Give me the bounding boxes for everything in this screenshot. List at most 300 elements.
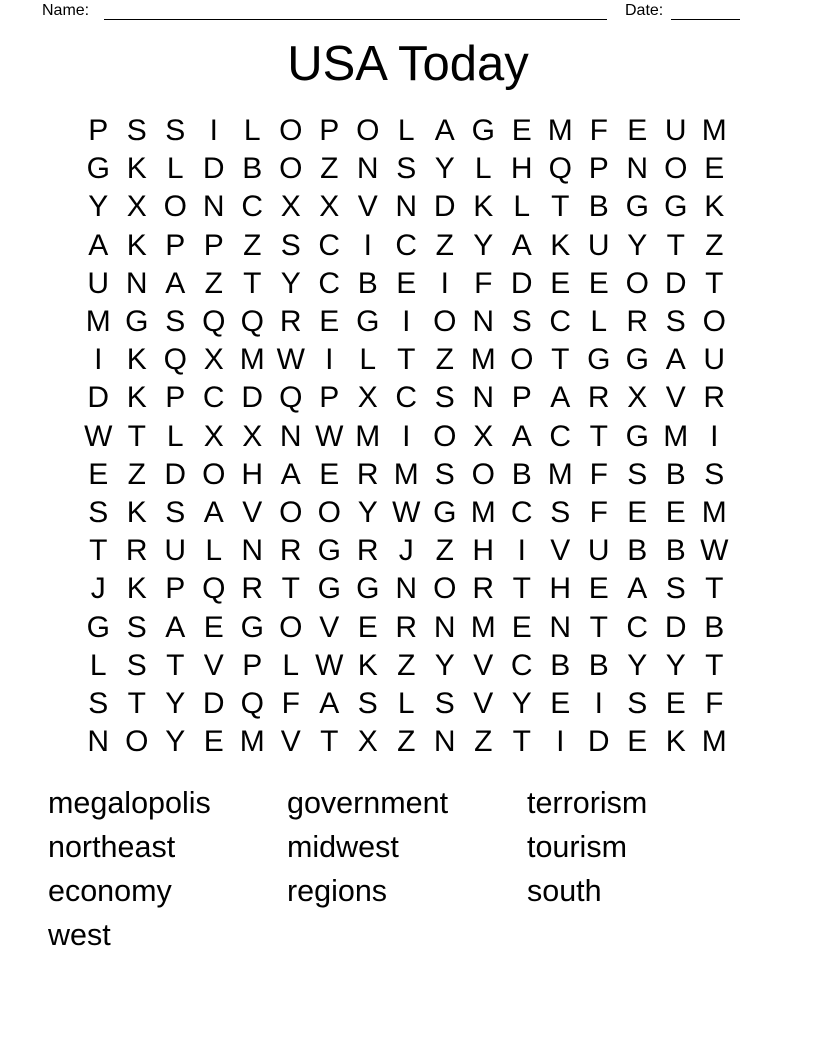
- grid-letter: B: [665, 534, 686, 568]
- grid-letter: L: [166, 419, 184, 453]
- grid-letter: Y: [165, 686, 186, 720]
- grid-letter: S: [396, 152, 417, 186]
- grid-letter: X: [319, 190, 340, 224]
- grid-letter: O: [279, 114, 303, 148]
- grid-letter: L: [89, 648, 107, 682]
- grid-letter: A: [165, 610, 186, 644]
- grid-letter: M: [547, 457, 573, 491]
- grid-letter: Z: [204, 266, 223, 300]
- grid-letter: G: [86, 152, 110, 186]
- grid-letter: E: [203, 610, 224, 644]
- grid-letter: N: [472, 381, 495, 415]
- grid-letter: N: [433, 725, 456, 759]
- grid-letter: S: [550, 495, 571, 529]
- grid-letter: E: [588, 572, 609, 606]
- grid-letter: A: [165, 266, 186, 300]
- grid-letter: C: [318, 228, 341, 262]
- grid-letter: Z: [127, 457, 146, 491]
- grid-letter: Q: [240, 686, 264, 720]
- grid-letter: M: [239, 725, 265, 759]
- grid-letter: F: [589, 457, 608, 491]
- grid-letter: K: [126, 152, 147, 186]
- grid-letter: R: [472, 572, 495, 606]
- grid-letter: B: [550, 648, 571, 682]
- grid-letter: N: [356, 152, 379, 186]
- grid-letter: C: [395, 381, 418, 415]
- grid-letter: E: [396, 266, 417, 300]
- grid-letter: T: [512, 572, 531, 606]
- grid-letter: S: [280, 228, 301, 262]
- grid-letter: G: [240, 610, 264, 644]
- grid-letter: Q: [163, 343, 187, 377]
- grid-letter: N: [395, 572, 418, 606]
- grid-letter: C: [395, 228, 418, 262]
- word-list-item: government: [287, 786, 449, 820]
- name-blank-line: [104, 2, 607, 20]
- grid-letter: L: [359, 343, 377, 377]
- grid-letter: B: [627, 534, 648, 568]
- grid-letter: V: [473, 686, 494, 720]
- name-label: Name:: [42, 2, 90, 19]
- grid-letter: M: [701, 725, 727, 759]
- grid-letter: N: [241, 534, 264, 568]
- grid-letter: P: [319, 114, 340, 148]
- grid-letter: J: [90, 572, 106, 606]
- grid-letter: T: [705, 648, 724, 682]
- grid-letter: I: [363, 228, 372, 262]
- grid-letter: B: [588, 648, 609, 682]
- grid-letter: R: [279, 305, 302, 339]
- grid-letter: O: [433, 305, 457, 339]
- grid-letter: M: [355, 419, 381, 453]
- puzzle-title: USA Today: [287, 37, 529, 91]
- grid-letter: Q: [548, 152, 572, 186]
- grid-letter: Y: [473, 228, 494, 262]
- grid-letter: S: [665, 572, 686, 606]
- grid-letter: T: [397, 343, 416, 377]
- grid-letter: B: [588, 190, 609, 224]
- grid-letter: S: [511, 305, 532, 339]
- word-list-item: terrorism: [527, 786, 648, 820]
- grid-letter: O: [433, 419, 457, 453]
- grid-letter: X: [357, 381, 378, 415]
- grid-letter: A: [665, 343, 686, 377]
- grid-letter: Z: [474, 725, 493, 759]
- grid-letter: R: [241, 572, 264, 606]
- grid-letter: Z: [435, 534, 454, 568]
- grid-letter: M: [239, 343, 265, 377]
- grid-letter: S: [627, 686, 648, 720]
- grid-letter: G: [471, 114, 495, 148]
- grid-letter: U: [664, 114, 687, 148]
- grid-letter: V: [473, 648, 494, 682]
- grid-letter: W: [315, 648, 344, 682]
- grid-letter: P: [588, 152, 609, 186]
- grid-letter: G: [317, 572, 341, 606]
- grid-letter: G: [433, 495, 457, 529]
- grid-letter: E: [511, 114, 532, 148]
- word-list-item: megalopolis: [48, 786, 211, 820]
- grid-letter: O: [317, 495, 341, 529]
- grid-letter: S: [434, 457, 455, 491]
- grid-letter: I: [594, 686, 603, 720]
- grid-letter: T: [89, 534, 108, 568]
- grid-letter: Y: [357, 495, 378, 529]
- grid-letter: R: [279, 534, 302, 568]
- grid-letter: E: [665, 686, 686, 720]
- grid-letter: D: [202, 686, 225, 720]
- grid-letter: V: [665, 381, 686, 415]
- grid-letter: P: [511, 381, 532, 415]
- grid-letter: E: [550, 266, 571, 300]
- grid-letter: I: [517, 534, 526, 568]
- grid-letter: M: [85, 305, 111, 339]
- grid-letter: U: [87, 266, 110, 300]
- grid-letter: G: [587, 343, 611, 377]
- grid-letter: P: [165, 572, 186, 606]
- word-list-column: [287, 781, 448, 913]
- date-blank-line: [671, 2, 740, 20]
- grid-letter: D: [164, 457, 187, 491]
- grid-letter: O: [202, 457, 226, 491]
- grid-letter: A: [280, 457, 301, 491]
- grid-letter: P: [203, 228, 224, 262]
- grid-letter: G: [356, 305, 380, 339]
- grid-letter: F: [474, 266, 493, 300]
- grid-letter: A: [203, 495, 224, 529]
- grid-letter: E: [203, 725, 224, 759]
- grid-letter: B: [704, 610, 725, 644]
- grid-letter: E: [319, 305, 340, 339]
- grid-letter: S: [88, 495, 109, 529]
- grid-letter: U: [587, 228, 610, 262]
- grid-letter: S: [165, 495, 186, 529]
- grid-letter: L: [166, 152, 184, 186]
- grid-letter: N: [433, 610, 456, 644]
- grid-letter: E: [319, 457, 340, 491]
- grid-letter: I: [402, 419, 411, 453]
- grid-letter: Z: [397, 725, 416, 759]
- grid-letter: O: [471, 457, 495, 491]
- word-list-item: economy: [48, 874, 172, 908]
- grid-letter: Q: [202, 305, 226, 339]
- grid-letter: I: [402, 305, 411, 339]
- grid-letter: T: [551, 343, 570, 377]
- grid-letter: C: [626, 610, 649, 644]
- grid-letter: I: [440, 266, 449, 300]
- grid-letter: C: [510, 648, 533, 682]
- grid-letter: Z: [705, 228, 724, 262]
- grid-letter: Y: [665, 648, 686, 682]
- grid-letter: G: [625, 190, 649, 224]
- grid-letter: Y: [627, 648, 648, 682]
- grid-letter: H: [472, 534, 495, 568]
- grid-letter: W: [392, 495, 421, 529]
- grid-letter: C: [510, 495, 533, 529]
- grid-letter: W: [276, 343, 305, 377]
- grid-letter: M: [470, 343, 496, 377]
- grid-letter: S: [126, 610, 147, 644]
- grid-letter: G: [625, 343, 649, 377]
- grid-letter: T: [166, 648, 185, 682]
- grid-letter: A: [434, 114, 455, 148]
- grid-letter: K: [704, 190, 725, 224]
- grid-letter: Z: [435, 343, 454, 377]
- grid-letter: F: [705, 686, 724, 720]
- grid-letter: S: [88, 686, 109, 720]
- word-list-item: tourism: [527, 830, 627, 864]
- grid-letter: D: [510, 266, 533, 300]
- grid-letter: K: [473, 190, 494, 224]
- grid-letter: D: [241, 381, 264, 415]
- grid-letter: M: [470, 610, 496, 644]
- grid-letter: T: [127, 419, 146, 453]
- grid-letter: X: [242, 419, 263, 453]
- grid-letter: X: [280, 190, 301, 224]
- grid-letter: T: [127, 686, 146, 720]
- grid-letter: Z: [435, 228, 454, 262]
- grid-letter: Y: [165, 725, 186, 759]
- grid-letter: D: [664, 610, 687, 644]
- grid-letter: N: [395, 190, 418, 224]
- grid-letter: V: [357, 190, 378, 224]
- grid-letter: N: [87, 725, 110, 759]
- grid-letter: A: [511, 228, 532, 262]
- grid-letter: K: [126, 228, 147, 262]
- grid-letter: O: [163, 190, 187, 224]
- grid-letter: H: [510, 152, 533, 186]
- grid-letter: U: [164, 534, 187, 568]
- grid-letter: B: [665, 457, 686, 491]
- grid-letter: M: [663, 419, 689, 453]
- grid-letter: K: [665, 725, 686, 759]
- grid-letter: C: [549, 305, 572, 339]
- grid-letter: N: [626, 152, 649, 186]
- grid-letter: N: [125, 266, 148, 300]
- word-list-column: [48, 781, 211, 957]
- grid-letter: E: [704, 152, 725, 186]
- grid-letter: Y: [434, 152, 455, 186]
- grid-letter: Q: [240, 305, 264, 339]
- grid-letter: K: [126, 343, 147, 377]
- grid-letter: M: [547, 114, 573, 148]
- grid-letter: L: [282, 648, 300, 682]
- grid-letter: Z: [243, 228, 262, 262]
- grid-letter: I: [209, 114, 218, 148]
- grid-letter: S: [357, 686, 378, 720]
- grid-letter: X: [126, 190, 147, 224]
- grid-letter: O: [125, 725, 149, 759]
- grid-letter: D: [87, 381, 110, 415]
- grid-letter: T: [589, 419, 608, 453]
- grid-letter: W: [315, 419, 344, 453]
- grid-letter: V: [242, 495, 263, 529]
- grid-letter: F: [589, 114, 608, 148]
- grid-letter: T: [243, 266, 262, 300]
- grid-letter: Y: [88, 190, 109, 224]
- grid-letter: N: [472, 305, 495, 339]
- grid-letter: I: [556, 725, 565, 759]
- grid-letter: Y: [627, 228, 648, 262]
- grid-letter: K: [126, 381, 147, 415]
- grid-letter: D: [587, 725, 610, 759]
- grid-letter: Z: [397, 648, 416, 682]
- grid-letter: J: [398, 534, 414, 568]
- grid-letter: O: [356, 114, 380, 148]
- grid-letter: C: [549, 419, 572, 453]
- grid-letter: Y: [280, 266, 301, 300]
- grid-letter: S: [165, 114, 186, 148]
- grid-letter: R: [356, 457, 379, 491]
- grid-letter: V: [203, 648, 224, 682]
- word-list-item: west: [48, 918, 111, 952]
- grid-letter: C: [241, 190, 264, 224]
- grid-letter: N: [549, 610, 572, 644]
- grid-letter: G: [86, 610, 110, 644]
- grid-letter: X: [473, 419, 494, 453]
- grid-letter: G: [664, 190, 688, 224]
- grid-letter: O: [702, 305, 726, 339]
- grid-letter: M: [393, 457, 419, 491]
- grid-letter: F: [281, 686, 300, 720]
- grid-letter: A: [627, 572, 648, 606]
- grid-letter: L: [590, 305, 608, 339]
- grid-letter: X: [357, 725, 378, 759]
- grid-letter: X: [203, 419, 224, 453]
- grid-letter: A: [550, 381, 571, 415]
- grid-letter: S: [434, 381, 455, 415]
- grid-letter: E: [88, 457, 109, 491]
- grid-letter: O: [510, 343, 534, 377]
- grid-letter: B: [511, 457, 532, 491]
- date-label: Date:: [625, 2, 664, 19]
- grid-letter: C: [318, 266, 341, 300]
- grid-letter: S: [434, 686, 455, 720]
- grid-letter: C: [202, 381, 225, 415]
- grid-letter: P: [319, 381, 340, 415]
- grid-letter: K: [357, 648, 378, 682]
- grid-letter: D: [664, 266, 687, 300]
- grid-letter: A: [319, 686, 340, 720]
- word-search-grid: [79, 112, 734, 761]
- grid-letter: D: [202, 152, 225, 186]
- grid-letter: T: [589, 610, 608, 644]
- grid-letter: E: [588, 266, 609, 300]
- grid-letter: S: [126, 648, 147, 682]
- grid-letter: S: [704, 457, 725, 491]
- grid-letter: M: [470, 495, 496, 529]
- grid-letter: O: [664, 152, 688, 186]
- grid-letter: K: [126, 495, 147, 529]
- grid-letter: G: [625, 419, 649, 453]
- grid-letter: R: [125, 534, 148, 568]
- grid-letter: T: [281, 572, 300, 606]
- word-list-item: midwest: [287, 830, 399, 864]
- grid-letter: L: [474, 152, 492, 186]
- grid-letter: Y: [434, 648, 455, 682]
- grid-letter: M: [701, 114, 727, 148]
- grid-letter: R: [395, 610, 418, 644]
- grid-letter: L: [397, 686, 415, 720]
- grid-letter: T: [666, 228, 685, 262]
- grid-letter: U: [703, 343, 726, 377]
- grid-letter: R: [587, 381, 610, 415]
- grid-letter: E: [357, 610, 378, 644]
- grid-letter: Z: [320, 152, 339, 186]
- grid-letter: E: [550, 686, 571, 720]
- grid-letter: A: [511, 419, 532, 453]
- grid-letter: D: [433, 190, 456, 224]
- word-list-column: [527, 781, 647, 913]
- grid-letter: O: [279, 152, 303, 186]
- grid-letter: L: [205, 534, 223, 568]
- grid-letter: S: [126, 114, 147, 148]
- grid-letter: E: [627, 495, 648, 529]
- grid-letter: S: [627, 457, 648, 491]
- grid-letter: Q: [279, 381, 303, 415]
- word-list-item: south: [527, 874, 602, 908]
- grid-letter: M: [701, 495, 727, 529]
- grid-letter: I: [325, 343, 334, 377]
- grid-letter: V: [280, 725, 301, 759]
- grid-letter: R: [703, 381, 726, 415]
- word-list-item: northeast: [48, 830, 176, 864]
- grid-letter: L: [397, 114, 415, 148]
- grid-letter: I: [94, 343, 103, 377]
- grid-letter: T: [512, 725, 531, 759]
- grid-letter: K: [126, 572, 147, 606]
- grid-letter: I: [710, 419, 719, 453]
- grid-letter: G: [317, 534, 341, 568]
- grid-letter: Y: [511, 686, 532, 720]
- grid-letter: X: [627, 381, 648, 415]
- grid-letter: T: [320, 725, 339, 759]
- grid-letter: E: [627, 114, 648, 148]
- grid-letter: A: [88, 228, 109, 262]
- grid-letter: E: [627, 725, 648, 759]
- word-list-item: regions: [287, 874, 388, 908]
- grid-letter: P: [165, 381, 186, 415]
- grid-letter: P: [88, 114, 109, 148]
- grid-letter: R: [626, 305, 649, 339]
- grid-letter: O: [279, 610, 303, 644]
- grid-letter: O: [279, 495, 303, 529]
- grid-letter: L: [513, 190, 531, 224]
- grid-letter: F: [589, 495, 608, 529]
- grid-letter: Q: [202, 572, 226, 606]
- grid-letter: T: [705, 266, 724, 300]
- grid-letter: X: [203, 343, 224, 377]
- grid-letter: U: [587, 534, 610, 568]
- grid-letter: O: [625, 266, 649, 300]
- grid-letter: H: [241, 457, 264, 491]
- grid-letter: E: [665, 495, 686, 529]
- grid-letter: L: [243, 114, 261, 148]
- grid-letter: H: [549, 572, 572, 606]
- grid-letter: B: [242, 152, 263, 186]
- grid-letter: K: [550, 228, 571, 262]
- grid-letter: W: [700, 534, 729, 568]
- grid-letter: T: [551, 190, 570, 224]
- grid-letter: G: [125, 305, 149, 339]
- grid-letter: V: [550, 534, 571, 568]
- grid-letter: G: [356, 572, 380, 606]
- grid-letter: B: [357, 266, 378, 300]
- grid-letter: N: [279, 419, 302, 453]
- grid-letter: R: [356, 534, 379, 568]
- grid-letter: W: [84, 419, 113, 453]
- grid-letter: V: [319, 610, 340, 644]
